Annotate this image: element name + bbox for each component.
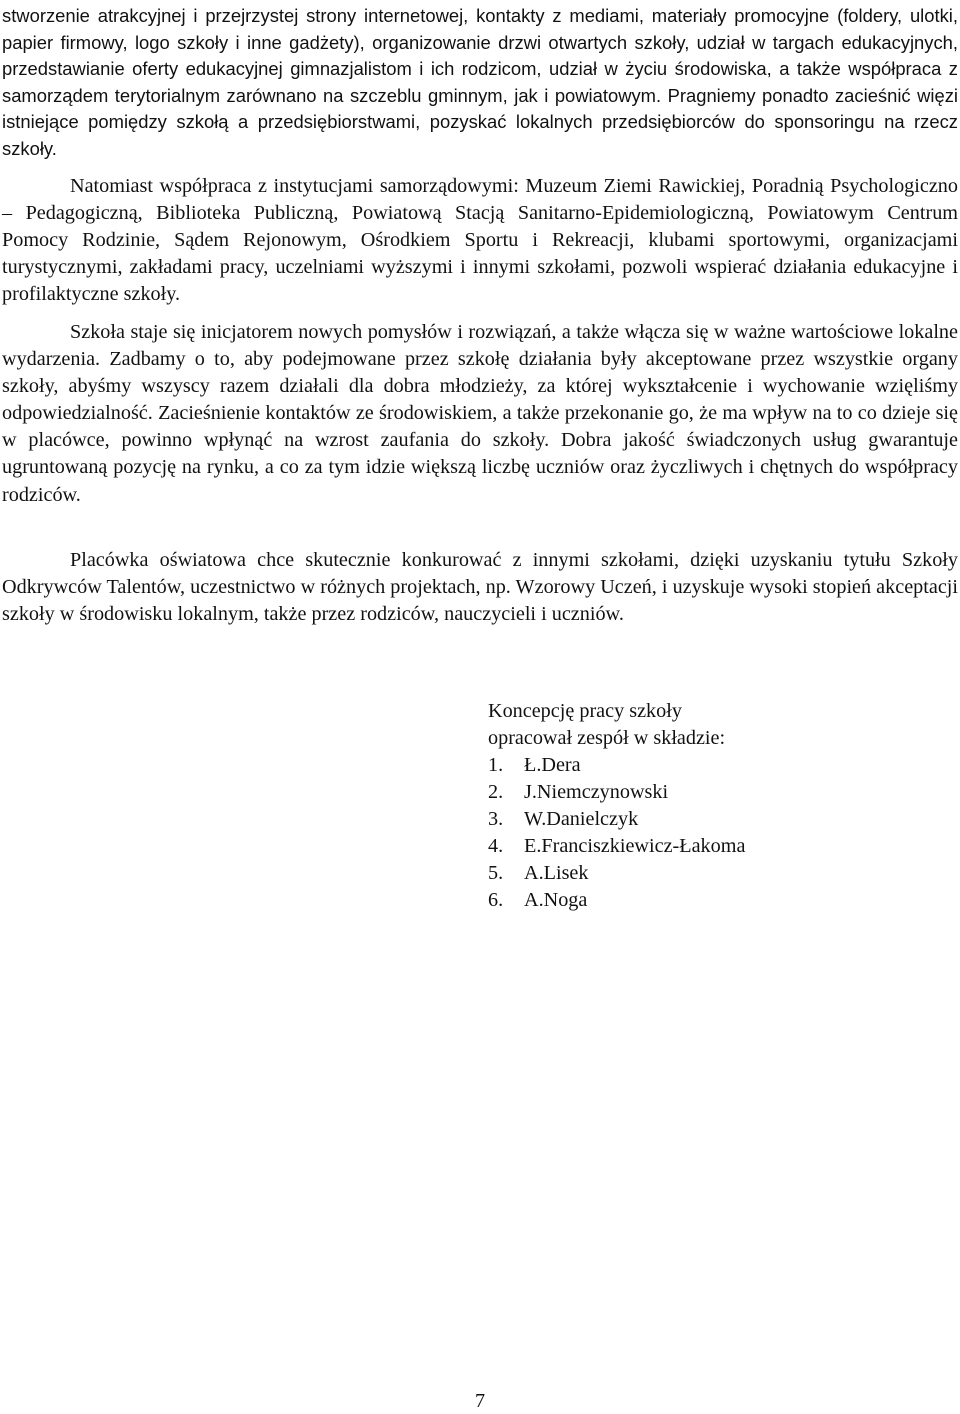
author-name: Ł.Dera [524,754,581,776]
authors-list-item [488,887,928,914]
author-name: A.Lisek [524,862,589,884]
paragraph-cooperation: Natomiast współpraca z instytucjami samorządowymi: Muzeum Ziemi Rawickiej, Poradnią Psychologiczno – Pedagogiczną, Biblioteka Publiczną, Powiatową Stacją Sanitarno-Epidemiologiczną, Powiatowym Centrum Pomocy Rodzinie, Sądem Rejonowym, Ośrodkiem Sportu i Rekreacji, klubami sportowymi, organizacjami turystycznymi, zakładami pracy, uczelniami wyższymi i innymi szkołami, pozwoli wspierać działania edukacyjne i profilaktyczne szkoły. [2,175,958,306]
authors-list-item [488,779,928,806]
page-number: 7 [474,1390,486,1412]
item-number: 1. [488,754,504,776]
authors-block [488,698,928,914]
authors-list-item [488,752,928,779]
paragraph-initiatives: Szkoła staje się inicjatorem nowych pomysłów i rozwiązań, a także włącza się w ważne wartościowe lokalne wydarzenia. Zadbamy o to, aby podejmowane przez szkołę działania były akceptowane przez wszystkie organy szkoły, abyśmy wszyscy razem działali dla dobra młodzieży, za której wykształcenie i wychowanie wzięliśmy odpowiedzialność. Zacieśnienie kontaktów ze środowiskiem, a także przekonanie go, że ma wpływ na to co dzieje się w placówce, powinno wpłynąć na wzrost zaufania do szkoły. Dobra jakość świadczonych usług gwarantuje ugruntowaną pozycję na rynku, a co za tym idzie większą liczbę uczniów oraz życzliwych i chętnych do współpracy rodziców. [2,321,958,506]
authors-heading-line-2: opracował zespół w składzie: [488,727,726,749]
authors-list [488,752,928,914]
item-number: 2. [488,781,504,803]
paragraph-competition: Placówka oświatowa chce skutecznie konkurować z innymi szkołami, dzięki uzyskaniu tytułu Szkoły Odkrywców Talentów, uczestnictwo w różnych projektach, np. Wzorowy Uczeń, i uzyskuje wysoki stopień akceptacji szkoły w środowisku lokalnym, także przez rodziców, nauczycieli i uczniów. [2,549,958,626]
author-name: E.Franciszkiewicz-Łakoma [524,835,746,857]
item-number: 3. [488,808,504,830]
item-number: 5. [488,862,504,884]
author-name: J.Niemczynowski [524,781,669,803]
item-number: 4. [488,835,504,857]
authors-heading-line-1: Koncepcję pracy szkoły [488,700,682,722]
paragraph-promotion: stworzenie atrakcyjnej i przejrzystej strony internetowej, kontakty z mediami, materiały promocyjne (foldery, ulotki, papier firmowy, logo szkoły i inne gadżety), organizowanie drzwi otwartych szkoły, udział w targach edukacyjnych, przedstawianie oferty edukacyjnej gimnazjalistom i ich rodzicom, udział w życiu środowiska, a także współpraca z samorządem terytorialnym zarównano na szczeblu gminnym, jak i powiatowym. Pragniemy ponadto zacieśnić więzi istniejące pomiędzy szkołą a przedsiębiorstwami, pozyskać lokalnych przedsiębiorców do sponsoringu na rzecz szkoły. [2,5,958,159]
authors-list-item [488,806,928,833]
authors-list-item [488,833,928,860]
author-name: A.Noga [524,889,588,911]
author-name: W.Danielczyk [524,808,639,830]
item-number: 6. [488,889,504,911]
authors-list-item [488,860,928,887]
